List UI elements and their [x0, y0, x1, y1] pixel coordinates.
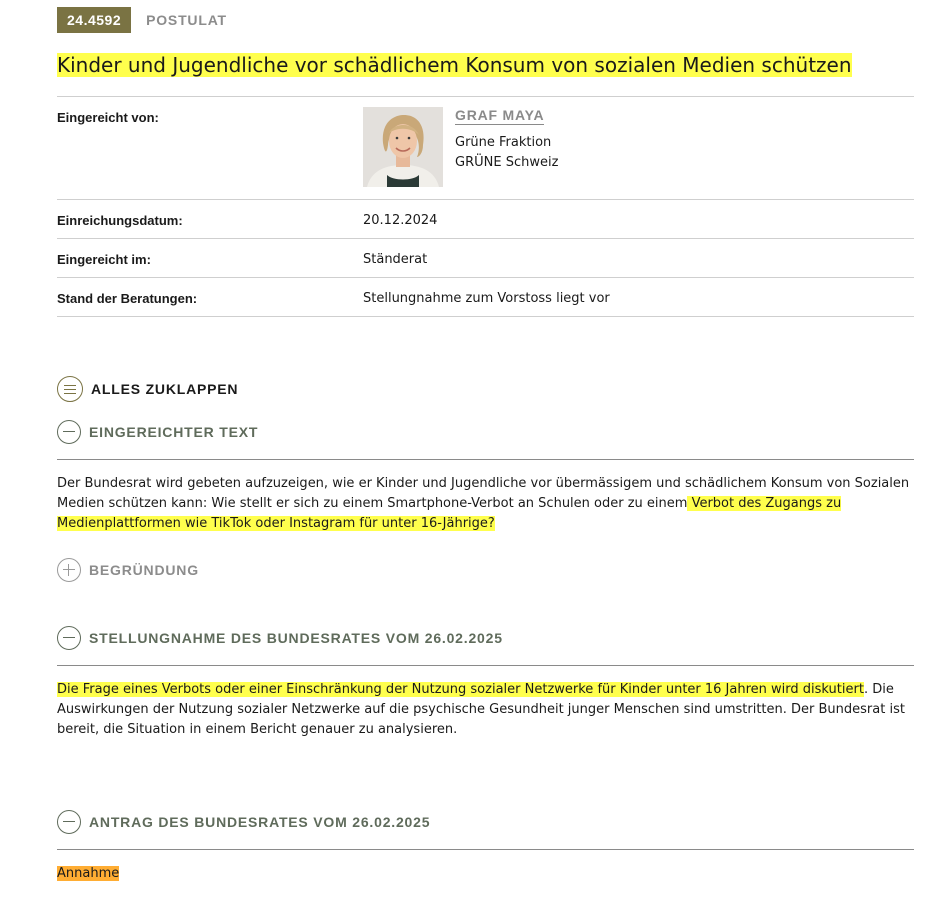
section-toggle-submitted-text[interactable]	[57, 420, 258, 444]
meta-label-date: Einreichungsdatum:	[57, 213, 183, 228]
minus-circle-icon	[57, 810, 81, 834]
section-toggle-motion[interactable]	[57, 810, 430, 834]
collapse-all-button[interactable]	[57, 376, 238, 402]
list-icon	[57, 376, 83, 402]
item-number-badge: 24.4592	[57, 7, 131, 33]
section-heading-motion: ANTRAG DES BUNDESRATES VOM 26.02.2025	[89, 814, 431, 830]
portrait-image	[363, 107, 443, 187]
person-name-link[interactable]: GRAF MAYA	[455, 107, 545, 123]
submitted-text-plain: Der Bundesrat wird gebeten aufzuzeigen, wie er Kinder und Jugendliche vor übermässigem und schädlichem Konsum von Sozialen Medien schützen kann: Wie stellt er sich zu einem Smartphone-Verbot an Schulen oder zu einem	[57, 476, 910, 511]
plus-circle-icon	[57, 558, 81, 582]
section-toggle-justification[interactable]	[57, 558, 199, 582]
section-heading-submitted-text: EINGEREICHTER TEXT	[89, 424, 259, 440]
motion-result-highlight: Annahme	[57, 866, 120, 881]
meta-value-status: Stellungnahme zum Vorstoss liegt vor	[363, 291, 610, 306]
meta-label-submitted-by: Eingereicht von:	[57, 110, 159, 125]
meta-label-status: Stand der Beratungen:	[57, 291, 198, 306]
minus-circle-icon	[57, 626, 81, 650]
avatar[interactable]	[363, 107, 443, 187]
statement-plain: . Die Auswirkungen der Nutzung sozialer Netzwerke auf die psychische Gesundheit junger Menschen sind umstritten. Der Bundesrat ist bereit, die Situation in einem Bericht genauer zu analysieren.	[57, 682, 905, 737]
meta-row-date	[57, 200, 914, 239]
page-title-text: Kinder und Jugendliche vor schädlichem Konsum von sozialen Medien schützen	[57, 53, 852, 77]
divider	[57, 849, 914, 850]
meta-value-date: 20.12.2024	[363, 213, 438, 228]
item-header	[57, 7, 227, 33]
divider	[57, 459, 914, 460]
statement-body	[57, 680, 914, 740]
person-group: Grüne Fraktion	[455, 135, 552, 150]
submitted-text-highlight: Verbot des Zugangs zu Medienplattformen wie TikTok oder Instagram für unter 16-Jährige?	[57, 496, 842, 531]
item-type: POSTULAT	[146, 12, 227, 28]
person-party: GRÜNE Schweiz	[455, 155, 559, 170]
section-toggle-statement[interactable]	[57, 626, 503, 650]
meta-row-council	[57, 239, 914, 278]
meta-table	[57, 96, 914, 317]
statement-highlight: Die Frage eines Verbots oder einer Einschränkung der Nutzung sozialer Netzwerke für Kinder unter 16 Jahren wird diskutiert	[57, 682, 864, 697]
collapse-all-label: ALLES ZUKLAPPEN	[91, 381, 239, 397]
section-heading-statement: STELLUNGNAHME DES BUNDESRATES VOM 26.02.2025	[89, 630, 503, 646]
submitted-text-body	[57, 474, 914, 534]
meta-value-council: Ständerat	[363, 252, 428, 267]
minus-circle-icon	[57, 420, 81, 444]
meta-label-council: Eingereicht im:	[57, 252, 151, 267]
meta-row-submitted-by	[57, 97, 914, 200]
divider	[57, 665, 914, 666]
motion-body	[57, 864, 914, 884]
page-title	[57, 51, 852, 79]
section-heading-justification: BEGRÜNDUNG	[89, 562, 199, 578]
meta-row-status	[57, 278, 914, 317]
